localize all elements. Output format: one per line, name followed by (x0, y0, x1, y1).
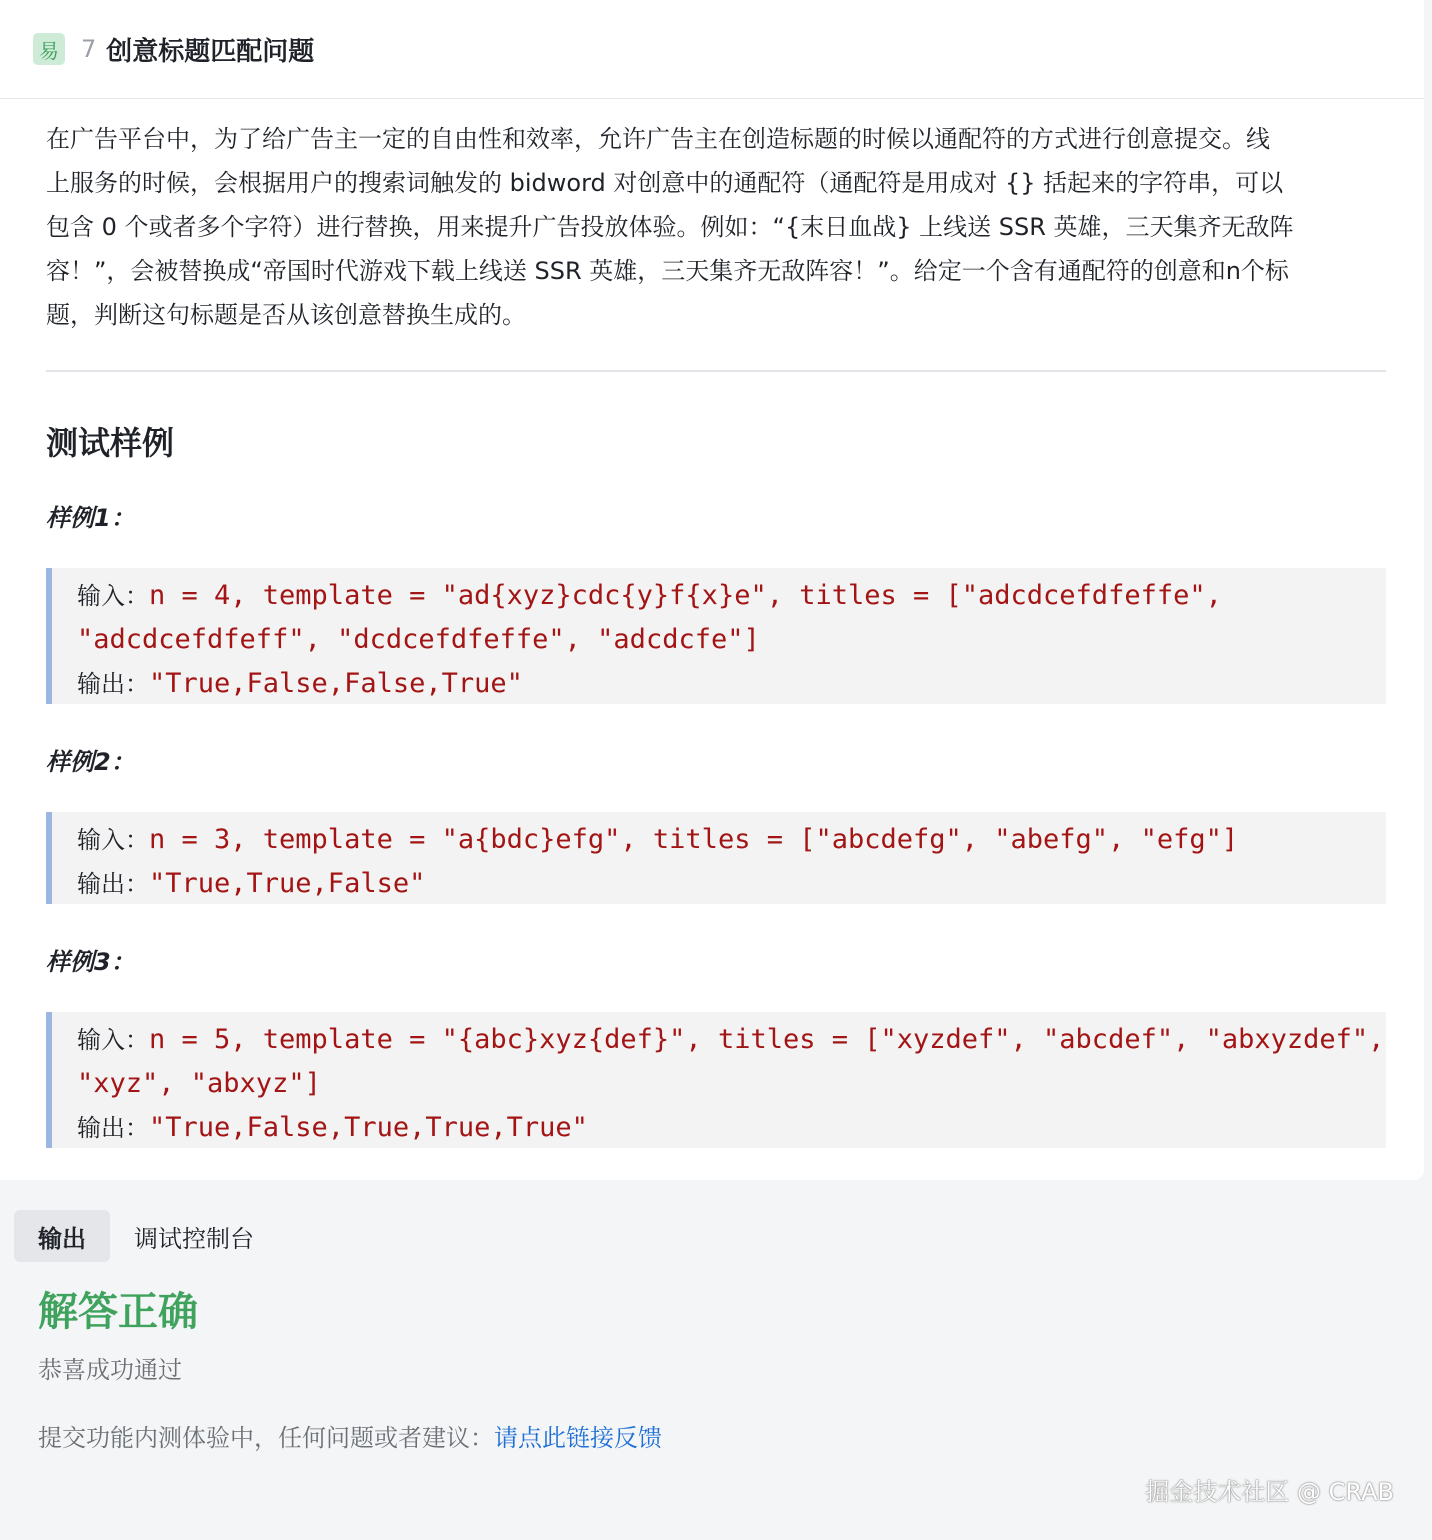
difficulty-badge: 易 (33, 33, 65, 65)
example-1-label: 样例1： (46, 504, 135, 532)
example-2-code-block (46, 812, 1386, 904)
description-line: 在广告平台中，为了给广告主一定的自由性和效率，允许广告主在创造标题的时候以通配符的方式进行创意提交。线 (46, 125, 1270, 153)
problem-number: 7 (81, 35, 97, 63)
result-tabs (14, 1210, 278, 1262)
section-title: 测试样例 (46, 424, 175, 462)
example-1-code-block (46, 568, 1386, 704)
code-line (77, 818, 1386, 862)
problem-title: 创意标题匹配问题 (106, 36, 315, 67)
description-line: 上服务的时候，会根据用户的搜索词触发的 bidword 对创意中的通配符（通配符是用成对 {} 括起来的字符串，可以 (46, 169, 1284, 197)
description-line: 包含 0 个或者多个字符）进行替换，用来提升广告投放体验。例如：“{末日血战} 上线送 SSR 英雄，三天集齐无敌阵 (46, 213, 1294, 241)
input-value: n = 4, template = "ad{xyz}cdc{y}f{x}e", titles = ["adcdcefdfeffe", (149, 580, 1222, 611)
output-label: 输出： (77, 670, 149, 698)
result-subtitle: 恭喜成功通过 (38, 1356, 182, 1384)
output-label: 输出： (77, 870, 149, 898)
output-label: 输出： (77, 1114, 149, 1142)
code-line (77, 862, 1386, 906)
input-label: 输入： (77, 582, 149, 610)
output-value: "True,True,False" (149, 868, 426, 899)
divider (46, 370, 1386, 372)
input-value: n = 5, template = "{abc}xyz{def}", titles = ["xyzdef", "abcdef", "abxyzdef", (149, 1024, 1385, 1055)
feedback-link[interactable]: 请点此链接反馈 (494, 1424, 662, 1452)
feedback-note (38, 1418, 662, 1453)
output-value: "True,False,True,True,True" (149, 1112, 588, 1143)
code-line: "xyz", "abxyz"] (77, 1068, 321, 1099)
example-3-label: 样例3： (46, 948, 135, 976)
example-2-label: 样例2： (46, 748, 135, 776)
output-value: "True,False,False,True" (149, 668, 523, 699)
problem-header (0, 0, 1424, 99)
description-line: 容！”，会被替换成“帝国时代游戏下载上线送 SSR 英雄，三天集齐无敌阵容！”。给定一个含有通配符的创意和n个标 (46, 257, 1289, 285)
example-3-code-block (46, 1012, 1386, 1148)
feedback-text: 提交功能内测体验中，任何问题或者建议： (38, 1424, 494, 1452)
code-line (77, 574, 1386, 618)
code-line (77, 1018, 1386, 1062)
problem-description (46, 117, 1391, 337)
input-label: 输入： (77, 1026, 149, 1054)
input-value: n = 3, template = "a{bdc}efg", titles = ["abcdefg", "abefg", "efg"] (149, 824, 1239, 855)
result-title: 解答正确 (38, 1289, 198, 1335)
tab-output[interactable]: 输出 (14, 1210, 110, 1262)
tab-debug-console[interactable]: 调试控制台 (134, 1224, 254, 1253)
code-line (77, 1106, 1386, 1150)
input-label: 输入： (77, 826, 149, 854)
watermark: 掘金技术社区 @ CRAB (1145, 1478, 1394, 1506)
description-line: 题，判断这句标题是否从该创意替换生成的。 (46, 301, 526, 329)
code-line: "adcdcefdfeff", "dcdcefdfeffe", "adcdcfe"] (77, 624, 760, 655)
code-line (77, 662, 1386, 706)
